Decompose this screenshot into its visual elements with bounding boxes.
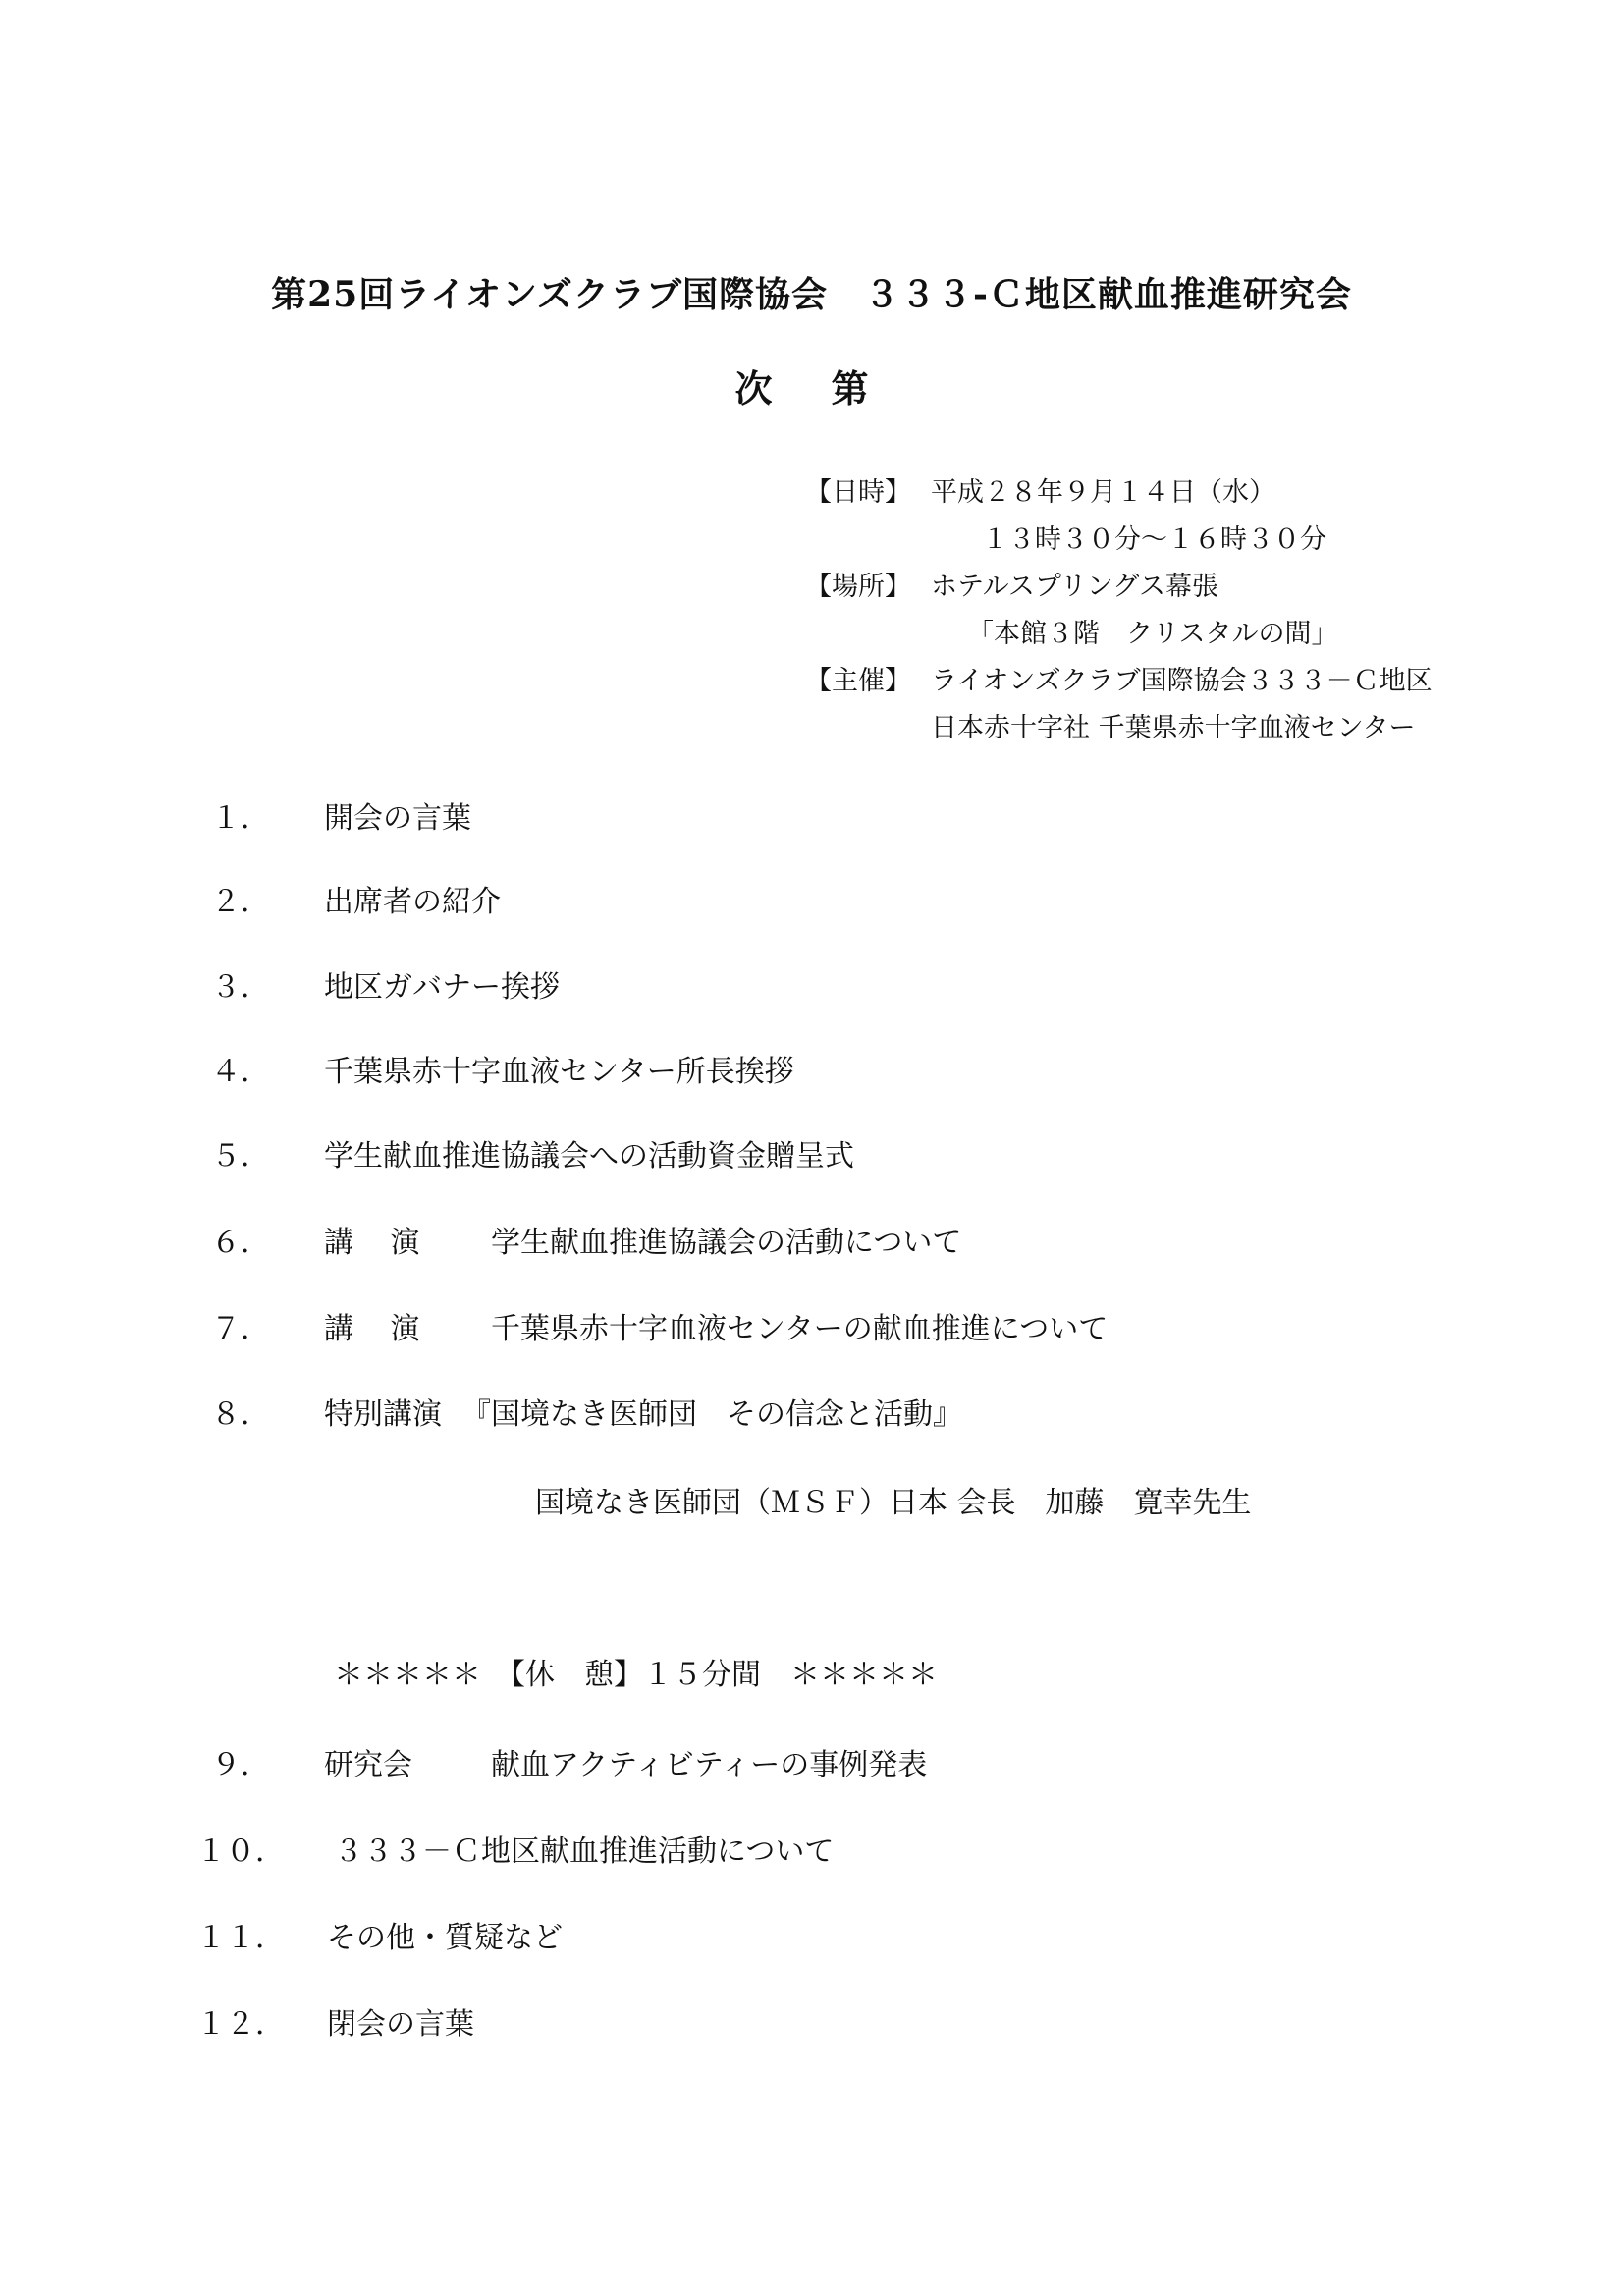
place-label: 【場所】	[805, 572, 911, 602]
document-title: 第25回ライオンズクラブ国際協会 ３３３-Ｃ地区献血推進研究会	[271, 274, 1352, 315]
agenda-text: 出席者の紹介	[324, 885, 501, 919]
place-row	[805, 564, 1433, 611]
agenda-number: ９．	[211, 1748, 270, 1782]
agenda-number: ５．	[211, 1139, 270, 1174]
agenda-text: 学生献血推進協議会への活動資金贈呈式	[324, 1139, 854, 1174]
host-value-2: 日本赤十字社 千葉県赤十字血液センター	[931, 713, 1416, 743]
special-lecture-speaker: 国境なき医師団（ＭＳＦ）日本 会長 加藤 寛幸先生	[535, 1486, 1252, 1520]
agenda-text: その他・質疑など	[327, 1921, 563, 1955]
room-row	[805, 611, 1433, 658]
agenda-text: ３３３－Ｃ地区献血推進活動について	[334, 1834, 835, 1869]
agenda-number: ３．	[211, 970, 270, 1005]
agenda-number: １２．	[196, 2007, 285, 2042]
agenda-subtext: 献血アクティビティーの事例発表	[491, 1748, 928, 1782]
document-subtitle: 次第	[734, 366, 928, 410]
host-row	[805, 658, 1433, 705]
agenda-number: ２．	[211, 885, 270, 919]
agenda-text: 地区ガバナー挨拶	[324, 970, 560, 1005]
place-value: ホテルスプリングス幕張	[931, 572, 1218, 602]
agenda-number: ６．	[211, 1226, 270, 1260]
date-value: 平成２８年９月１４日（水）	[931, 477, 1275, 508]
agenda-text: 閉会の言葉	[327, 2007, 474, 2042]
agenda-subtext: 千葉県赤十字血液センターの献血推進について	[491, 1312, 1109, 1346]
time-row	[805, 517, 1433, 564]
agenda-number: ７．	[211, 1312, 270, 1346]
date-row	[805, 469, 1433, 517]
break-notice: ＊＊＊＊＊ 【休 憩】１５分間 ＊＊＊＊＊	[334, 1658, 938, 1692]
time-value: １３時３０分～１６時３０分	[982, 524, 1326, 555]
agenda-text: 研究会	[324, 1748, 412, 1782]
agenda-text: 開会の言葉	[324, 801, 471, 836]
agenda-number: ４．	[211, 1055, 270, 1089]
agenda-text: 講 演	[324, 1226, 434, 1260]
agenda-number: １１．	[196, 1921, 285, 1955]
event-info-block	[805, 469, 1433, 752]
agenda-subtext: 『国境なき医師団 その信念と活動』	[461, 1397, 962, 1432]
agenda-number: ８．	[211, 1397, 270, 1432]
agenda-number: １．	[211, 801, 270, 836]
agenda-text: 千葉県赤十字血液センター所長挨拶	[324, 1055, 794, 1089]
agenda-subtext: 学生献血推進協議会の活動について	[491, 1226, 962, 1260]
agenda-number: １０．	[196, 1834, 285, 1869]
room-value: 「本館３階 クリスタルの間」	[967, 619, 1338, 649]
agenda-text: 特別講演	[324, 1397, 442, 1432]
agenda-text: 講 演	[324, 1312, 434, 1346]
date-label: 【日時】	[805, 477, 911, 508]
host-label: 【主催】	[805, 666, 911, 696]
host-value-1: ライオンズクラブ国際協会３３３－Ｃ地区	[931, 666, 1433, 696]
host-row-2	[805, 705, 1433, 752]
